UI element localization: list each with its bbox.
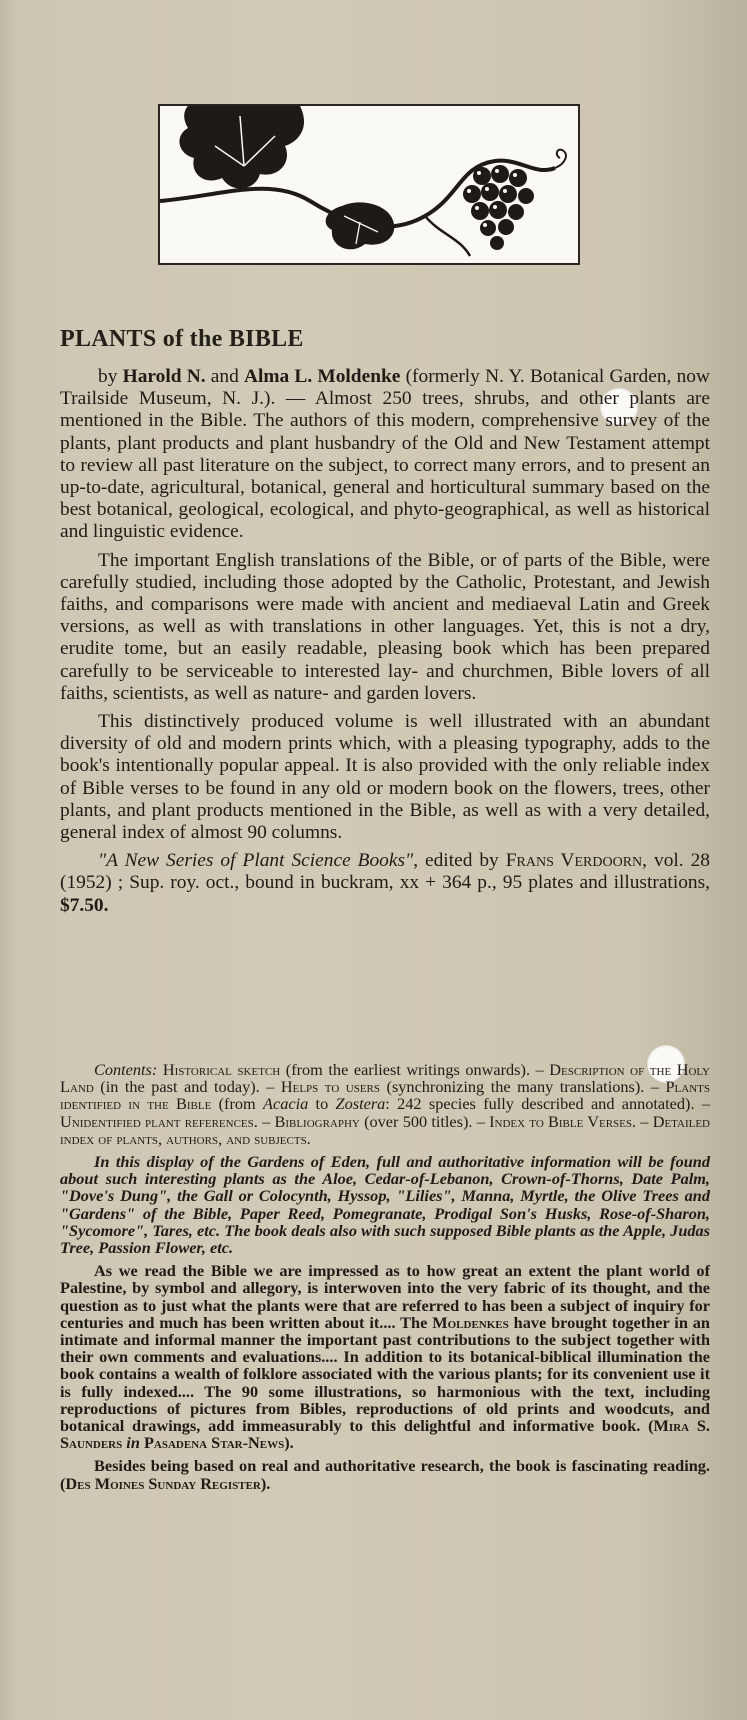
series-paragraph	[60, 850, 710, 917]
genus-acacia: Acacia	[263, 1094, 309, 1114]
grapevine-vignette	[158, 104, 580, 265]
grape-leaf-small	[326, 202, 395, 249]
review-pasadena	[60, 1262, 710, 1451]
section-bibliography: Bibliography	[274, 1111, 360, 1131]
price: $7.50.	[60, 894, 109, 916]
newspaper-pasadena: Pasadena Star-News	[143, 1433, 285, 1453]
intro-paragraph	[60, 366, 710, 544]
in-word: in	[122, 1433, 144, 1453]
translations-paragraph: The important English translations of the Bible, or of parts of the Bible, were carefully studied, including those adopted by the Catholic, Protestant, and Jewish faiths, and comparisons were made with ancient and mediaeval Latin and Greek versions, as well as with translations in other languages. Yet, this is not a dry, erudite tome, but an easily readable, pleasing book which has been prepared carefully to be serviceable to interested lay- and churchmen, Bible lovers of all faiths, scientists, as well as nature- and garden lovers.	[60, 549, 710, 704]
grape-leaf-large	[179, 106, 304, 189]
contents-text-4a: (from	[211, 1094, 264, 1114]
by-word: by	[98, 366, 123, 387]
contents-text-4c: : 242 species fully described and annotated). –	[385, 1094, 710, 1114]
review-text-1: As we read the Bible we are impressed as to how great an extent the plant world of Palestine, by symbol and allegory, is interwoven into the very fabric of its thought, and the question as to just what the plants were that are referred to has been a subject of inquiry for centuries and much has been written about it.... The	[60, 1261, 710, 1332]
intro-text: (formerly N. Y. Botanical Garden, now Trailside Museum, N. J.). — Almost 250 trees, shrubs, and other plants are mentioned in the Bible. The authors of this modern, comprehensive survey of the plants, plant products and plant husbandry of the Old and New Testament attempt to review all past literature on the subject, to correct many errors, and to present an up-to-date, agricultural, botanical, general and horticultural summary based on the best botanical, geological, ecological, and phyto-geographical, as well as historical and linguistic evidence.	[60, 366, 710, 543]
author-alma: Alma L. Moldenke	[243, 366, 401, 387]
and-word: and	[205, 366, 244, 387]
tendril-lower	[425, 216, 470, 256]
grapevine-illustration	[160, 106, 578, 263]
review-close-2: ).	[260, 1473, 271, 1493]
critic-name: Mira S. Saunders	[60, 1416, 710, 1453]
contents-section	[60, 1061, 710, 1492]
review-des-moines	[60, 1457, 710, 1491]
section-helps: Helps to users	[280, 1077, 381, 1097]
editor-name: Frans Verdoorn	[505, 850, 643, 872]
series-title: "A New Series of Plant Science Books"	[98, 850, 414, 872]
contents-text-1: (from the earliest writings onwards). –	[280, 1060, 550, 1079]
contents-text-7: –	[636, 1111, 653, 1131]
grape-cluster	[463, 165, 534, 250]
contents-text-3: (synchronizing the many translations). –	[380, 1077, 666, 1097]
newspaper-des-moines: Des Moines Sunday Register	[65, 1473, 261, 1493]
review-text-3: Besides being based on real and authoritative research, the book is fascinating reading. (	[60, 1456, 710, 1493]
illustrations-paragraph: This distinctively produced volume is well illustrated with an abundant diversity of old and modern prints which, with a pleasing typography, adds to the book's intentionally popular appeal. It is also provided with the only reliable index of Bible verses to be found in any old or modern book on the flowers, trees, other plants, and plant products mentioned in the Bible, as well as with a very detailed, general index of almost 90 columns.	[60, 711, 710, 844]
moldenkes: Moldenkes	[432, 1312, 509, 1332]
section-index-verses: Index to Bible Verses.	[489, 1111, 637, 1131]
genus-zostera: Zostera	[335, 1094, 386, 1114]
edited-by: , edited by	[413, 850, 506, 872]
contents-text-6: (over 500 titles). –	[359, 1111, 490, 1131]
page-title: PLANTS of the BIBLE	[60, 326, 304, 352]
section-holy-land: Description of the Holy Land	[60, 1060, 710, 1097]
review-text-2: have brought together in an intimate and informal manner the important past contributions to the subject together with their own comments and evaluations.... In addition to its botanical-biblical illumination the book contains a wealth of folklore associated with the various plants; for its convenient use it is fully indexed.... The 90 some illustrations, so harmonious with the text, including reproductions of pictures from Bibles, reproductions of old prints and woodcuts, and botanical drawings, add immeasurably to this delightful and informative book. (	[60, 1312, 710, 1436]
display-paragraph: In this display of the Gardens of Eden, full and authoritative information will be found about such interesting plants as the Aloe, Cedar-of-Lebanon, Crown-of-Thorns, Date Palm, "Dove's Dung", the Gall or Colocynth, Hyssop, "Lilies", Manna, Myrtle, the Olive Trees and "Gardens" of the Bible, Paper Reed, Pomegranate, Prodigal Son's Husks, Rose-of-Sharon, "Sycomore", Tares, etc. The book deals also with such supposed Bible plants as the Apple, Judas Tree, Passion Flower, etc.	[60, 1152, 710, 1258]
contents-paragraph	[60, 1061, 710, 1147]
author-harold: Harold N.	[122, 366, 206, 387]
section-historical: Historical sketch	[157, 1060, 281, 1079]
contents-text-4b: to	[308, 1094, 336, 1114]
contents-text-2: (in the past and today). –	[93, 1077, 281, 1097]
section-plants-identified: Plants identified in the Bible	[60, 1077, 710, 1114]
tendril	[555, 150, 566, 168]
contents-label: Contents:	[94, 1060, 158, 1079]
section-detailed-index: Detailed index of plants, authors, and subjects.	[60, 1111, 710, 1148]
contents-text-5: –	[257, 1111, 275, 1131]
review-close-1: ).	[284, 1433, 294, 1453]
book-details: , vol. 28 (1952) ; Sup. roy. oct., bound in buckram, xx + 364 p., 95 plates and illustrations,	[60, 850, 710, 894]
main-text	[60, 366, 710, 917]
section-unidentified: Unidentified plant references.	[60, 1111, 258, 1131]
